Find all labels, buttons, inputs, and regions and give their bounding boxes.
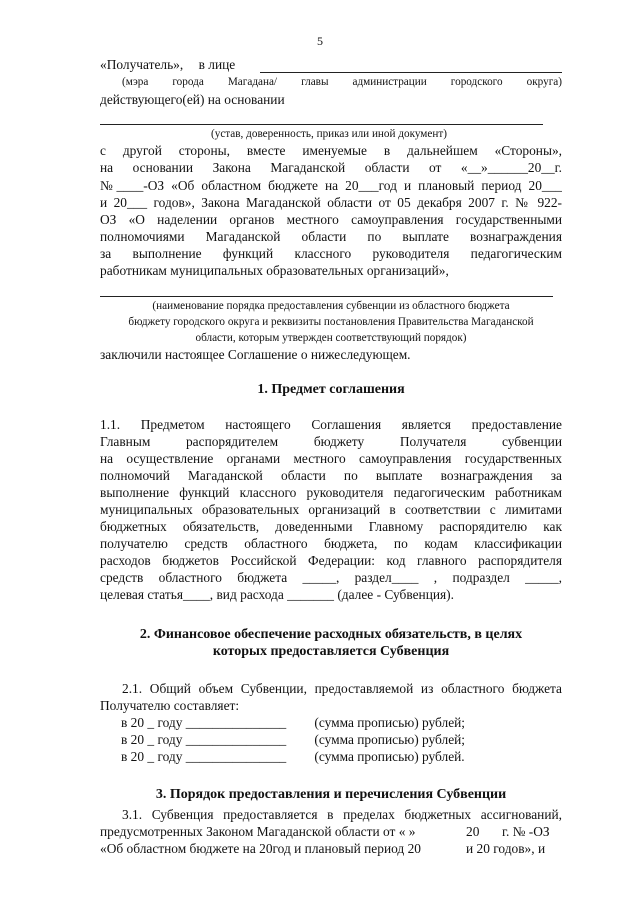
year-label: в 20 _ году _______________: [121, 715, 287, 730]
section-3-text: г. № -ОЗ: [502, 824, 550, 839]
section-3-text: предусмотренных Законом Магаданской области от « »: [100, 824, 416, 839]
section-3-line: [100, 840, 562, 857]
paragraph-line: с другой стороны, вместе именуемые в дальнейшем «Стороны»,: [100, 143, 562, 158]
represented-by-label: в лице: [198, 57, 236, 72]
section-1-heading: 1. Предмет соглашения: [257, 382, 405, 397]
section-2-line: 2.1. Общий объем Субвенции, предоставляемой из областного бюджета: [122, 681, 562, 696]
section-3-text: «Об областном бюджете на 20год и плановый период 20: [100, 841, 421, 856]
section-1-line: Главным распорядителем бюджету Получателя субвенции: [100, 434, 562, 449]
paragraph-line: и 20___ годов», Закона Магаданской области от 05 декабря 2007 г. № 922-: [100, 195, 562, 210]
recipient-label: «Получатель»,: [100, 57, 184, 72]
paragraph-line: ОЗ «О наделении органов местного самоуправления государственными: [100, 212, 562, 227]
year-amount: (сумма прописью) рублей;: [314, 715, 466, 730]
section-1-line: 1.1. Предметом настоящего Соглашения является предоставление: [100, 417, 562, 432]
page-number: 5: [317, 34, 323, 48]
year-row: [121, 731, 562, 748]
section-3-heading: 3. Порядок предоставления и перечисления Субвенции: [155, 787, 507, 802]
fill-line: [100, 296, 553, 297]
section-1-line: на осуществление органами местного самоуправления государственных: [100, 451, 562, 466]
year-row: [121, 714, 562, 731]
paragraph-line: работникам муниципальных образовательных организаций»,: [100, 263, 449, 278]
section-3-line: 3.1. Субвенция предоставляется в пределах бюджетных ассигнований,: [122, 807, 562, 822]
section-1-line: муниципальных образовательных организаций в соответствии с лимитами: [100, 502, 562, 517]
section-3-line: [100, 823, 562, 840]
year-amount: (сумма прописью) рублей;: [314, 732, 466, 747]
section-2-line: Получателю составляет:: [100, 698, 240, 713]
section-1-line: полномочий Магаданской области по выплате вознаграждения за: [100, 468, 562, 483]
paragraph-line: за выполнение функций классного руководителя педагогическим: [100, 246, 562, 261]
year-label: в 20 _ году _______________: [121, 749, 287, 764]
section-3-text: и 20 годов», и: [466, 841, 546, 856]
section-1-line: выполнение функций классного руководителя педагогическим работникам: [100, 485, 562, 500]
section-2-heading: которых предоставляется Субвенция: [212, 644, 450, 659]
year-amount: (сумма прописью) рублей.: [314, 749, 465, 764]
concluded-line: заключили настоящее Соглашение о нижеследующем.: [100, 347, 411, 362]
section-1-line: расходов бюджетов Российской Федерации: код главного распорядителя: [100, 553, 562, 568]
paragraph-line: №____-ОЗ «Об областном бюджете на 20___год и плановый период 20___: [100, 178, 562, 193]
fill-line: [260, 72, 562, 73]
paragraph-line: на основании Закона Магаданской области от «__»______20__г.: [100, 160, 562, 175]
procedure-note: области, которым утвержден соответствующий порядок): [195, 332, 467, 344]
section-1-line: бюджетных обязательств, доведенными Главному распорядителю как: [100, 519, 562, 534]
procedure-note: (наименование порядка предоставления субвенции из областного бюджета: [152, 300, 510, 312]
mayor-note: (мэра города Магадана/ главы администрации городского округа): [122, 76, 562, 88]
fill-line: [100, 124, 543, 125]
recipient-line: [100, 56, 562, 73]
section-3-text: 20: [466, 824, 480, 839]
year-row: [121, 748, 562, 765]
section-1-line: получателю средств областного бюджета, по кодам классификации: [100, 536, 562, 551]
section-1-line: целевая статья____, вид расхода _______ (далее - Субвенция).: [100, 587, 454, 602]
section-2-heading: 2. Финансовое обеспечение расходных обязательств, в целях: [139, 627, 523, 642]
paragraph-line: полномочиями Магаданской области по выплате вознаграждения: [100, 229, 562, 244]
acting-basis: действующего(ей) на основании: [100, 92, 285, 107]
section-1-line: средств областного бюджета _____, раздел____ , подраздел _____,: [100, 570, 562, 585]
basis-note: (устав, доверенность, приказ или иной документ): [211, 128, 447, 140]
procedure-note: бюджету городского округа и реквизиты постановления Правительства Магаданской: [128, 316, 534, 328]
year-label: в 20 _ году _______________: [121, 732, 287, 747]
